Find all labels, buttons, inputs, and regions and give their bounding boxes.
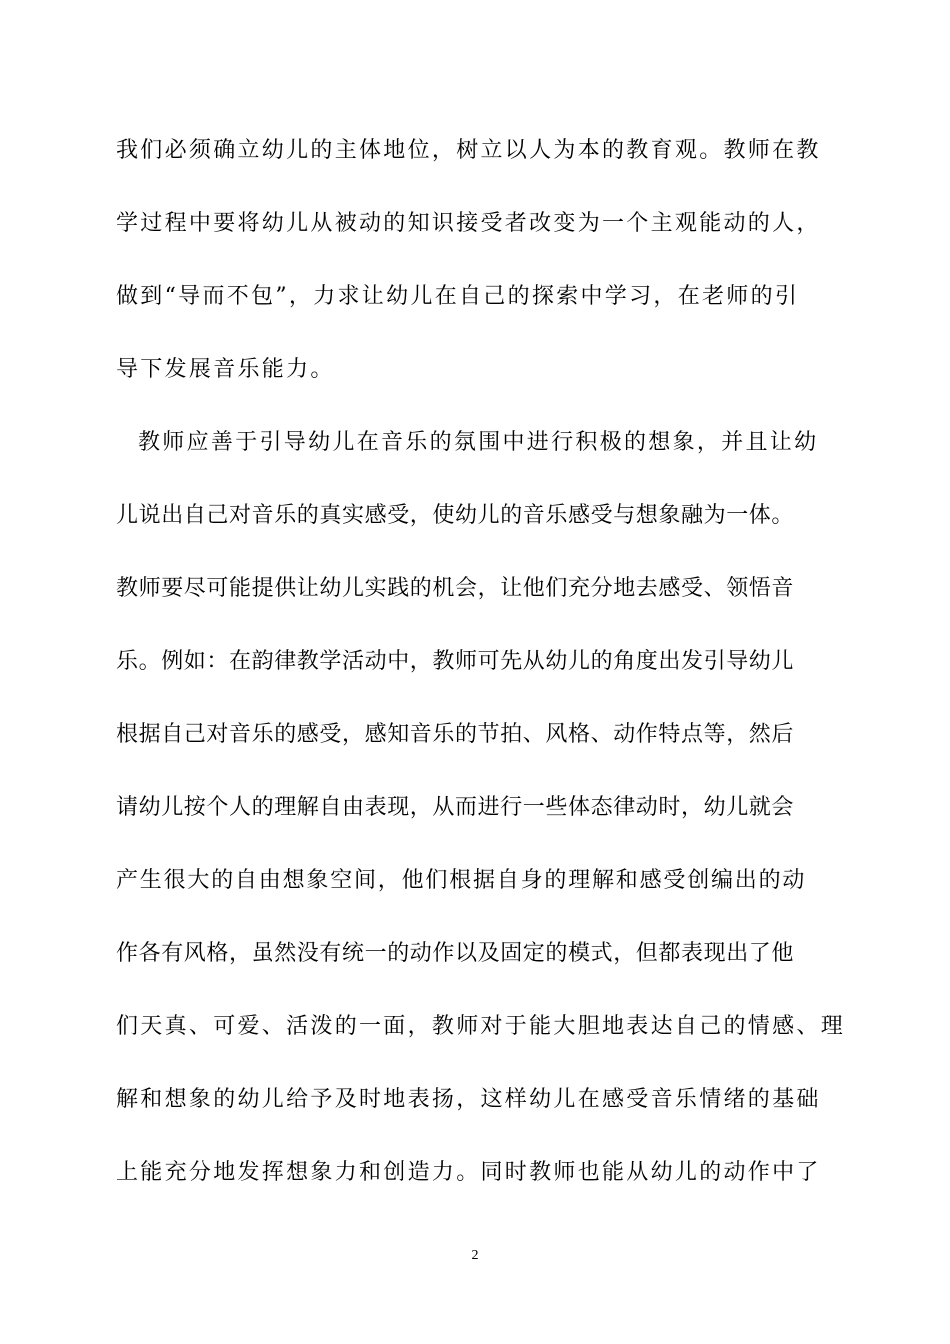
text-line: 们天真、可爱、活泼的一面，教师对于能大胆地表达自己的情感、理: [116, 1014, 846, 1039]
text-line: 学过程中要将幼儿从被动的知识接受者改变为一个主观能动的人，: [116, 211, 821, 236]
text-line: 做到“导而不包”，力求让幼儿在自己的探索中学习，在老师的引: [116, 284, 800, 309]
text-line: 导下发展音乐能力。: [116, 357, 335, 382]
text-line: 产生很大的自由想象空间，他们根据自身的理解和感受创编出的动: [116, 868, 807, 893]
text-line: 请幼儿按个人的理解自由表现，从而进行一些体态律动时，幼儿就会: [116, 795, 795, 820]
text-line: 作各有风格，虽然没有统一的动作以及固定的模式，但都表现出了他: [116, 941, 795, 966]
text-line: 教师应善于引导幼儿在音乐的氛围中进行积极的想象，并且让幼: [138, 430, 819, 455]
text-line: 乐。例如：在韵律教学活动中，教师可先从幼儿的角度出发引导幼儿: [116, 649, 795, 674]
text-line: 教师要尽可能提供让幼儿实践的机会，让他们充分地去感受、领悟音: [116, 576, 795, 601]
text-line: 根据自己对音乐的感受，感知音乐的节拍、风格、动作特点等，然后: [116, 722, 795, 747]
page-number: 2: [471, 1248, 479, 1263]
text-line: 解和想象的幼儿给予及时地表扬，这样幼儿在感受音乐情绪的基础: [116, 1087, 821, 1112]
text-line: 上能充分地发挥想象力和创造力。同时教师也能从幼儿的动作中了: [116, 1160, 821, 1185]
text-line: 儿说出自己对音乐的真实感受，使幼儿的音乐感受与想象融为一体。: [116, 503, 795, 528]
text-line: 我们必须确立幼儿的主体地位，树立以人为本的教育观。教师在教: [116, 138, 821, 163]
